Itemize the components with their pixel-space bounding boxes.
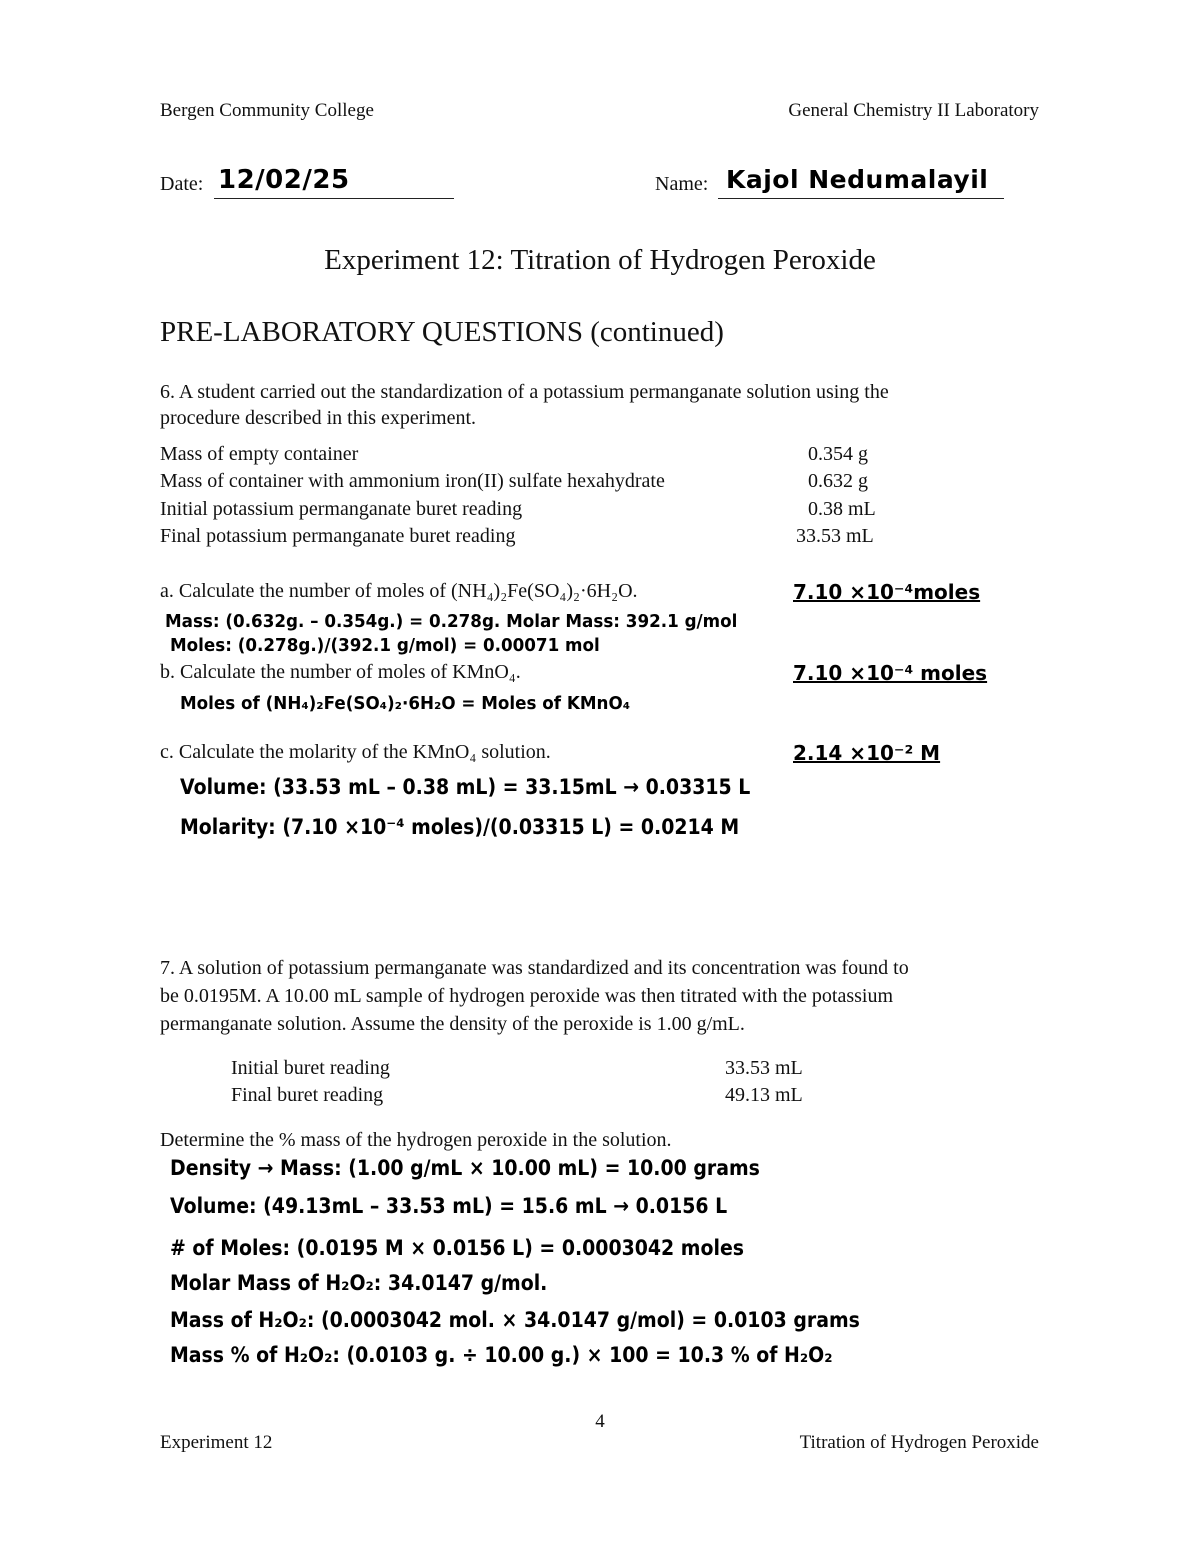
q7-row-label: Final buret reading: [231, 1084, 384, 1106]
q6a-question: a. Calculate the number of moles of (NH₄)₂Fe(SO₄)₂·6H₂O.: [160, 580, 638, 602]
name-value: Kajol Nedumalayil: [726, 165, 989, 194]
q6b-work-line1: Moles of (NH₄)₂Fe(SO₄)₂·6H₂O = Moles of KMnO₄: [180, 693, 631, 714]
q6-row-label: Final potassium permanganate buret reading: [160, 525, 516, 547]
q7-work-line: Mass % of H₂O₂: (0.0103 g. ÷ 10.00 g.) × 100 = 10.3 % of H₂O₂: [170, 1343, 833, 1367]
q7-work-line: # of Moles: (0.0195 M × 0.0156 L) = 0.0003042 moles: [170, 1236, 745, 1260]
q7-row-value: 49.13 mL: [725, 1084, 803, 1106]
q6c-work-line1: Volume: (33.53 mL – 0.38 mL) = 33.15mL → 0.03315 L: [180, 775, 751, 799]
q6c-answer: 2.14 ×10⁻² M: [793, 741, 941, 765]
header-course: General Chemistry II Laboratory: [788, 100, 1039, 121]
q7-prompt-line3: permanganate solution. Assume the density of the peroxide is 1.00 g/mL.: [160, 1013, 745, 1035]
name-underline: [718, 198, 1004, 199]
section-title: PRE-LABORATORY QUESTIONS (continued): [160, 316, 724, 348]
q6b-answer: 7.10 ×10⁻⁴ moles: [793, 661, 988, 685]
footer-topic: Titration of Hydrogen Peroxide: [799, 1432, 1039, 1453]
q6c-work-line2: Molarity: (7.10 ×10⁻⁴ moles)/(0.03315 L) = 0.0214 M: [180, 815, 740, 839]
date-underline: [214, 198, 454, 199]
name-label: Name:: [655, 173, 709, 195]
q7-work-line: Volume: (49.13mL – 33.53 mL) = 15.6 mL → 0.0156 L: [170, 1194, 728, 1218]
q6b-question: b. Calculate the number of moles of KMnO₄.: [160, 661, 521, 683]
q6-row-value: 0.38 mL: [808, 498, 876, 520]
q6-row-value: 0.632 g: [808, 470, 868, 492]
q6a-work-line1: Mass: (0.632g. – 0.354g.) = 0.278g. Molar Mass: 392.1 g/mol: [165, 611, 738, 632]
header-college: Bergen Community College: [160, 100, 374, 121]
footer-experiment: Experiment 12: [160, 1432, 273, 1453]
q7-work-line: Density → Mass: (1.00 g/mL × 10.00 mL) = 10.00 grams: [170, 1156, 760, 1180]
q7-prompt-line2: be 0.0195M. A 10.00 mL sample of hydrogen peroxide was then titrated with the potassium: [160, 985, 894, 1007]
q6a-work-line2: Moles: (0.278g.)/(392.1 g/mol) = 0.00071 mol: [170, 635, 600, 656]
q6c-question: c. Calculate the molarity of the KMnO₄ solution.: [160, 741, 551, 763]
q6-row-value: 33.53 mL: [796, 525, 874, 547]
q6a-answer: 7.10 ×10⁻⁴moles: [793, 580, 981, 604]
q7-prompt-line1: 7. A solution of potassium permanganate was standardized and its concentration was found to: [160, 957, 909, 979]
experiment-title: Experiment 12: Titration of Hydrogen Peroxide: [324, 244, 876, 276]
q7-determine: Determine the % mass of the hydrogen peroxide in the solution.: [160, 1129, 672, 1151]
q6-row-label: Mass of empty container: [160, 443, 359, 465]
q6-row-label: Mass of container with ammonium iron(II) sulfate hexahydrate: [160, 470, 665, 492]
q7-row-value: 33.53 mL: [725, 1057, 803, 1079]
q6-row-label: Initial potassium permanganate buret reading: [160, 498, 523, 520]
q6-row-value: 0.354 g: [808, 443, 868, 465]
q7-work-line: Molar Mass of H₂O₂: 34.0147 g/mol.: [170, 1271, 548, 1295]
q7-row-label: Initial buret reading: [231, 1057, 390, 1079]
date-value: 12/02/25: [218, 165, 350, 195]
q6-prompt-line2: procedure described in this experiment.: [160, 407, 476, 429]
page-number: 4: [595, 1411, 605, 1432]
q7-work-line: Mass of H₂O₂: (0.0003042 mol. × 34.0147 g/mol) = 0.0103 grams: [170, 1308, 860, 1332]
date-label: Date:: [160, 173, 204, 195]
q6-prompt-line1: 6. A student carried out the standardization of a potassium permanganate solution using the: [160, 381, 889, 403]
